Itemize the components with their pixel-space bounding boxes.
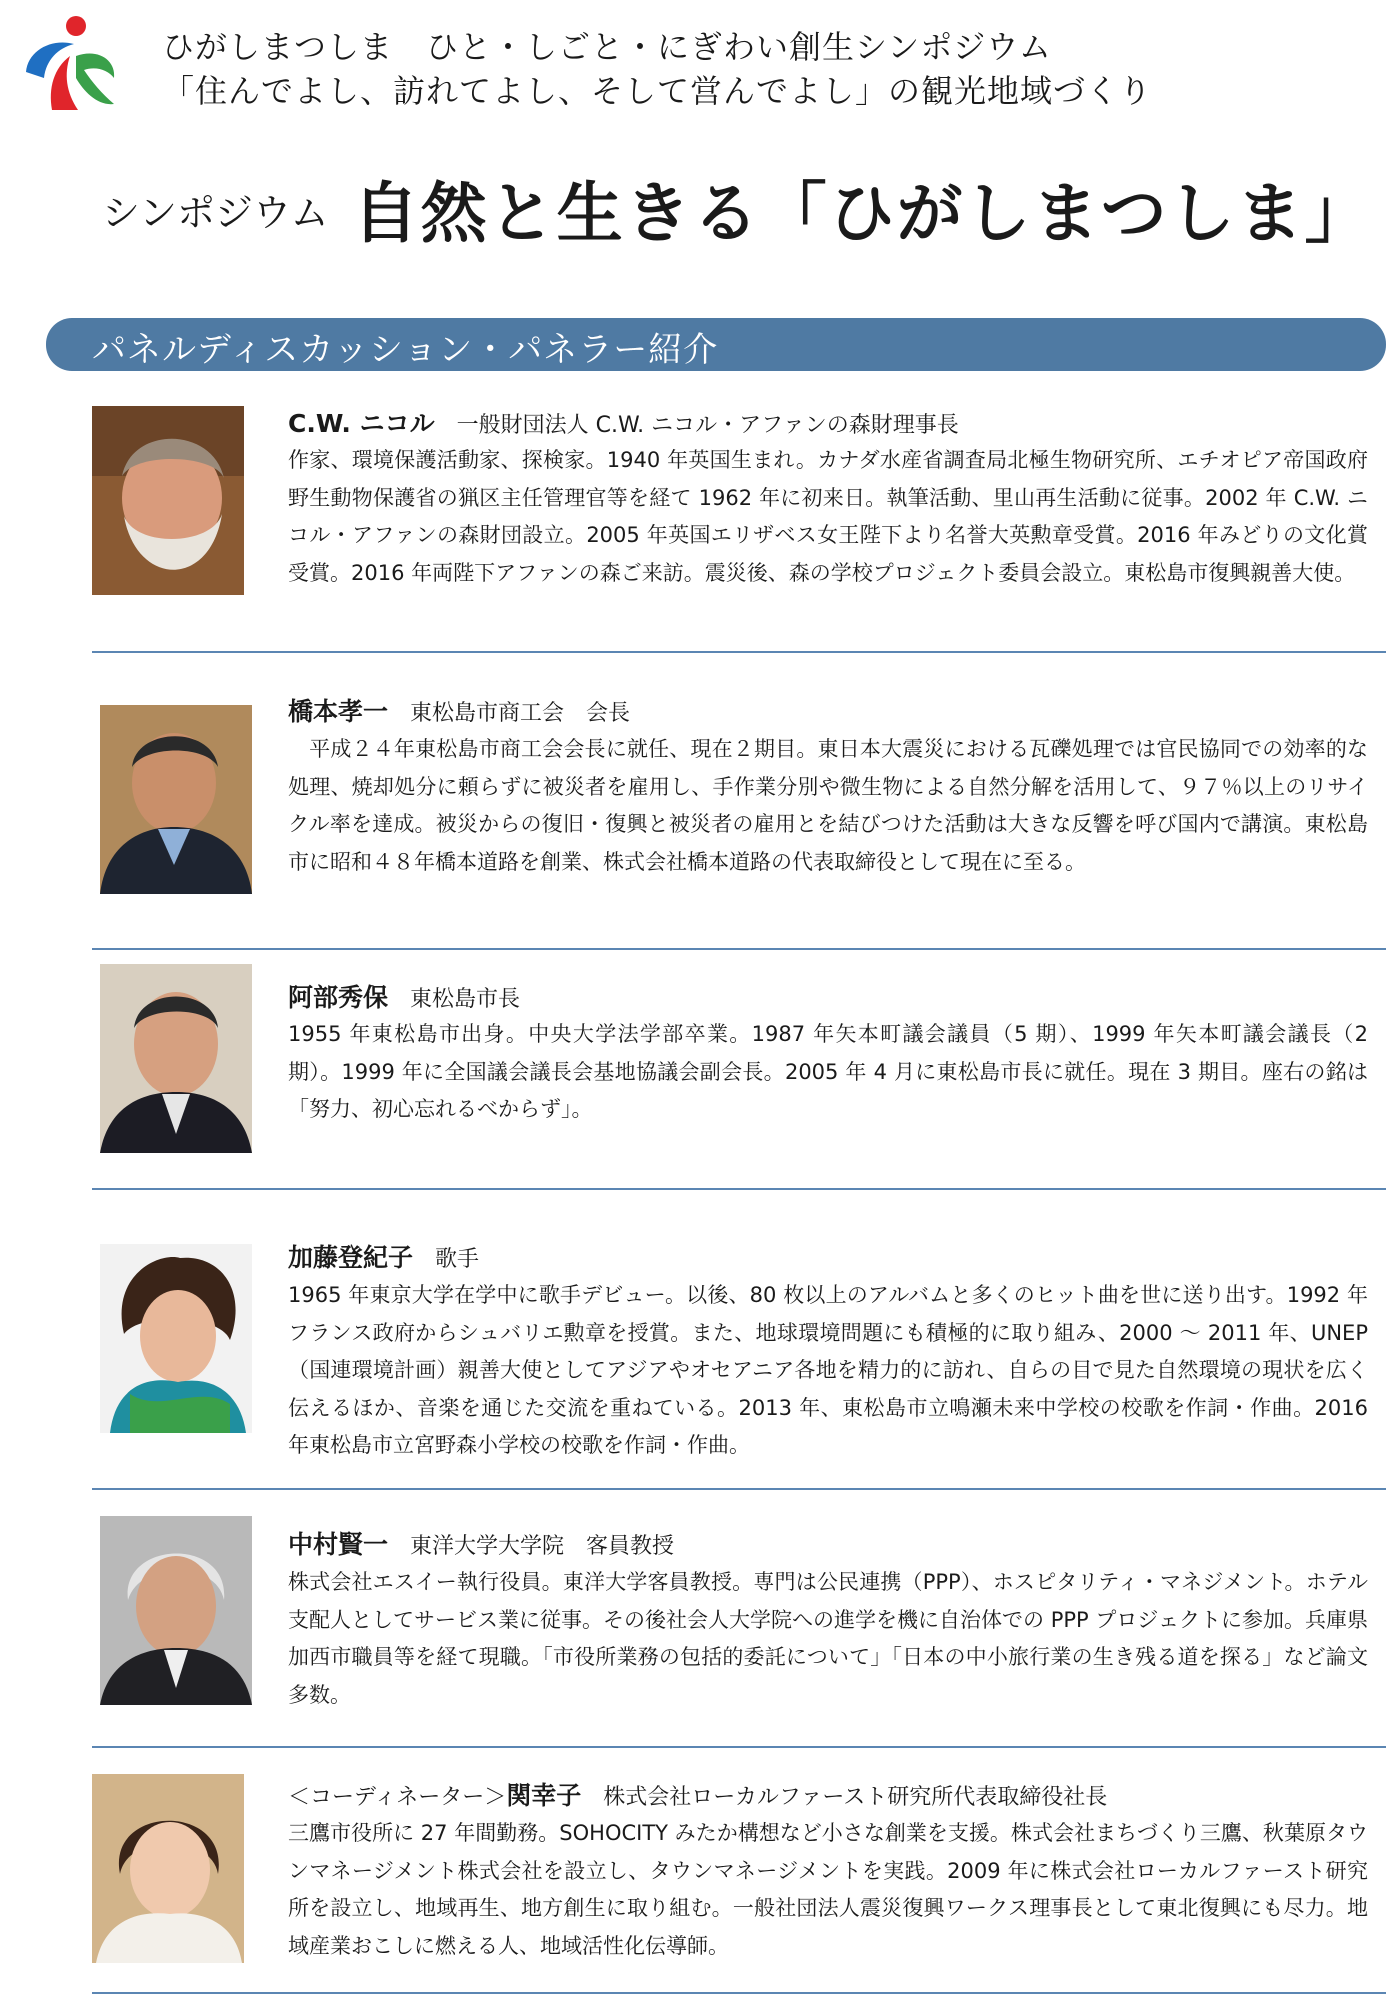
panelist-role: 株式会社ローカルファースト研究所代表取締役社長 — [603, 1785, 1108, 1810]
panelist-role: 東松島市長 — [410, 987, 521, 1012]
panelist-name-line — [288, 692, 630, 728]
divider — [92, 1488, 1386, 1490]
panelist-bio: 1965 年東京大学在学中に歌手デビュー。以後、80 枚以上のアルバムと多くのヒット曲を世に送り出す。1992 年フランス政府からシュバリエ勲章を授賞。また、地球環境問題にも積極的に取り組み、2000 ～ 2011 年、UNEP（国連環境計画）親善大使としてアジアやオセアニア各地を精力的に訪れ、自らの目で見た自然環境の現状を広く伝えるほか、音楽を通じた交流を重ねている。2013 年、東松島市立鳴瀬未来中学校の校歌を作詞・作曲。2016 年東松島市立宮野森小学校の校歌を作詞・作曲。 — [288, 1283, 1368, 1457]
panelist-name: 関幸子 — [506, 1781, 582, 1810]
divider — [92, 948, 1386, 950]
divider — [92, 1992, 1386, 1994]
panelist-role: 東洋大学大学院 客員教授 — [410, 1534, 675, 1559]
panelist-photo — [92, 1774, 244, 1963]
panelist-name-line — [288, 1776, 1107, 1812]
panelist-photo — [100, 964, 252, 1153]
panelist-photo — [92, 406, 244, 595]
panelist-name-line — [288, 978, 520, 1014]
city-logo-icon — [18, 12, 122, 116]
panelist-name-line — [288, 404, 959, 440]
coordinator-label: ＜コーディネーター＞ — [288, 1785, 507, 1810]
section-title: パネルディスカッション・パネラー紹介 — [92, 330, 719, 370]
panelist-bio: 作家、環境保護活動家、探検家。1940 年英国生まれ。カナダ水産省調査局北極生物研究所、エチオピア帝国政府野生動物保護省の猟区主任管理官等を経て 1962 年に初来日。執筆活動、里山再生活動に従事。2002 年 C.W. ニコル・アファンの森財団設立。2005 年英国エリザベス女王陛下より名誉大英勲章受賞。2016 年みどりの文化賞受賞。2016 年両陛下アファンの森ご来訪。震災後、森の学校プロジェクト委員会設立。東松島市復興親善大使。 — [288, 448, 1368, 585]
panelist-name: 橋本孝一 — [288, 697, 389, 726]
title-main: 自然と生きる「ひがしまつしま」 — [352, 174, 1373, 252]
section-header-bar — [46, 318, 1386, 371]
panelist-bio: 株式会社エスイー執行役員。東洋大学客員教授。専門は公民連携（PPP）、ホスピタリティ・マネジメント。ホテル支配人としてサービス業に従事。その後社会人大学院への進学を機に自治体での PPP プロジェクトに参加。兵庫県加西市職員等を経て現職。「市役所業務の包括的委託について」「日本の中小旅行業の生き残る道を探る」など論文多数。 — [288, 1570, 1368, 1707]
divider — [92, 1188, 1386, 1190]
panelist-bio: 1955 年東松島市出身。中央大学法学部卒業。1987 年矢本町議会議員（5 期）、1999 年矢本町議会議長（2 期）。1999 年に全国議会議長会基地協議会副会長。2005 年 4 月に東松島市長に就任。現在 3 期目。座右の銘は「努力、初心忘れるべからず」。 — [288, 1022, 1368, 1121]
panelist-photo — [100, 1516, 252, 1705]
header-subtitle-line1: ひがしまつしま ひと・しごと・にぎわい創生シンポジウム — [162, 28, 1052, 66]
panelist-name: C.W. ニコル — [288, 409, 435, 438]
divider — [92, 651, 1386, 653]
panelist-photo — [100, 1244, 252, 1433]
panelist-role: 一般財団法人 C.W. ニコル・アファンの森財理事長 — [456, 413, 959, 438]
header-subtitle-line2: 「住んでよし、訪れてよし、そして営んでよし」の観光地域づくり — [162, 72, 1153, 110]
panelist-name-line — [288, 1238, 479, 1274]
panelist-role: 歌手 — [435, 1247, 480, 1272]
panelist-name: 阿部秀保 — [288, 983, 389, 1012]
panelist-bio: 三鷹市役所に 27 年間勤務。SOHOCITY みたか構想など小さな創業を支援。株式会社まちづくり三鷹、秋葉原タウンマネージメント株式会社を設立し、タウンマネージメントを実践。2009 年に株式会社ローカルファースト研究所を設立し、地域再生、地方創生に取り組む。一般社団法人震災復興ワークス理事長として東北復興にも尽力。地域産業おこしに燃える人、地域活性化伝導師。 — [288, 1821, 1368, 1958]
title-prefix: シンポジウム — [102, 191, 329, 235]
panelist-name: 加藤登紀子 — [288, 1243, 414, 1272]
panelist-name: 中村賢一 — [288, 1530, 389, 1559]
panelist-bio: 平成２４年東松島市商工会会長に就任、現在２期目。東日本大震災における瓦礫処理では官民協同での効率的な処理、焼却処分に頼らずに被災者を雇用し、手作業分別や微生物による自然分解を活用して、９７％以上のリサイクル率を達成。被災からの復旧・復興と被災者の雇用とを結びつけた活動は大きな反響を呼び国内で講演。東松島市に昭和４８年橋本道路を創業、株式会社橋本道路の代表取締役として現在に至る。 — [288, 737, 1368, 874]
panelist-photo — [100, 705, 252, 894]
symposium-title — [102, 160, 1373, 255]
panelist-name-line — [288, 1525, 674, 1561]
panelist-role: 東松島市商工会 会長 — [410, 701, 631, 726]
divider — [92, 1746, 1386, 1748]
